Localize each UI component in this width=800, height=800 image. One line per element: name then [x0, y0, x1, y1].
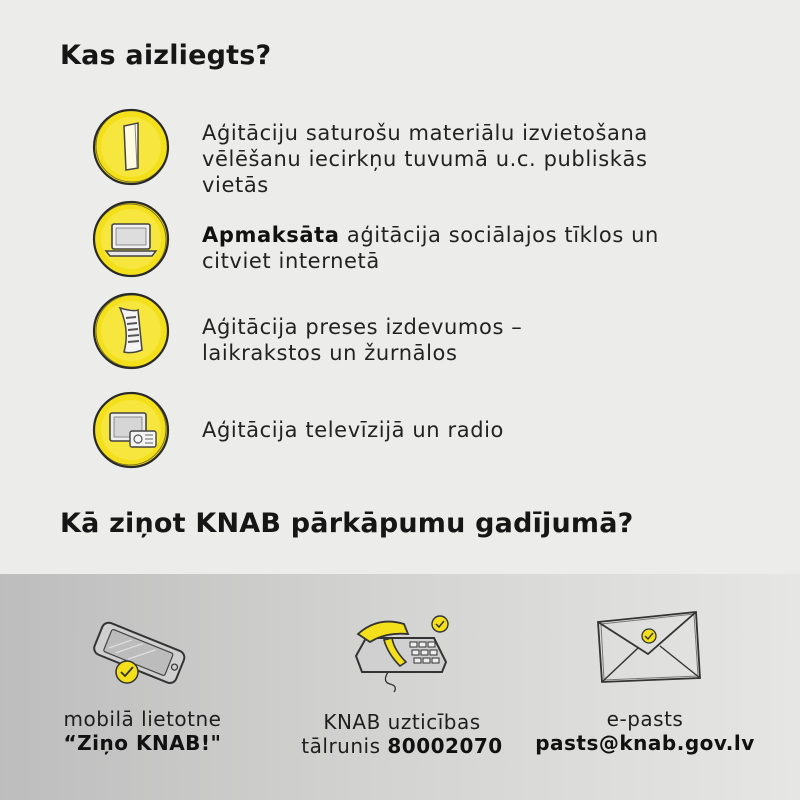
prohibited-item-tv-radio [90, 389, 750, 471]
tv-radio-icon [90, 389, 172, 471]
smartphone-icon [88, 616, 192, 686]
contact-value[interactable]: “Ziņo KNAB!" [63, 731, 222, 755]
contact-label-rest: tālrunis [301, 734, 388, 758]
item-text-line: citviet internetā [202, 249, 380, 273]
laptop-icon [90, 198, 172, 280]
contact-value[interactable]: 80002070 [387, 734, 503, 758]
prohibited-item-posters [90, 106, 750, 197]
item-bold-word: Apmaksāta [202, 223, 340, 247]
item-text-line: vietās [202, 173, 269, 197]
contact-label: KNAB uzticības [323, 710, 481, 734]
item-text-rest: aģitācija sociālajos tīklos un [339, 223, 659, 247]
newspaper-icon [90, 290, 172, 372]
item-text-line: laikrakstos un žurnālos [202, 341, 458, 365]
item-text-line: Aģitācija televīzijā un radio [202, 418, 505, 442]
contact-panel [0, 574, 800, 800]
contact-email [510, 707, 780, 755]
poster-icon [90, 106, 172, 188]
prohibited-item-online [90, 198, 750, 280]
contact-mobile-app [30, 707, 255, 755]
section-title-prohibited: Kas aizliegts? [60, 40, 272, 71]
contact-label: mobilā lietotne [63, 707, 222, 731]
item-text-line: vēlēšanu iecirkņu tuvumā u.c. publiskās [202, 147, 648, 171]
section-title-report: Kā ziņot KNAB pārkāpumu gadījumā? [60, 508, 634, 539]
contact-phone [282, 710, 522, 758]
item-text-line: Aģitācija preses izdevumos – [202, 315, 523, 339]
contact-label: e-pasts [606, 707, 684, 731]
item-text-line: Aģitāciju saturošu materiālu izvietošana [202, 121, 648, 145]
telephone-icon [348, 610, 454, 694]
prohibited-item-press [90, 290, 750, 372]
envelope-icon [592, 602, 706, 686]
contact-value[interactable]: pasts@knab.gov.lv [535, 731, 755, 755]
item-text-line [202, 222, 750, 248]
